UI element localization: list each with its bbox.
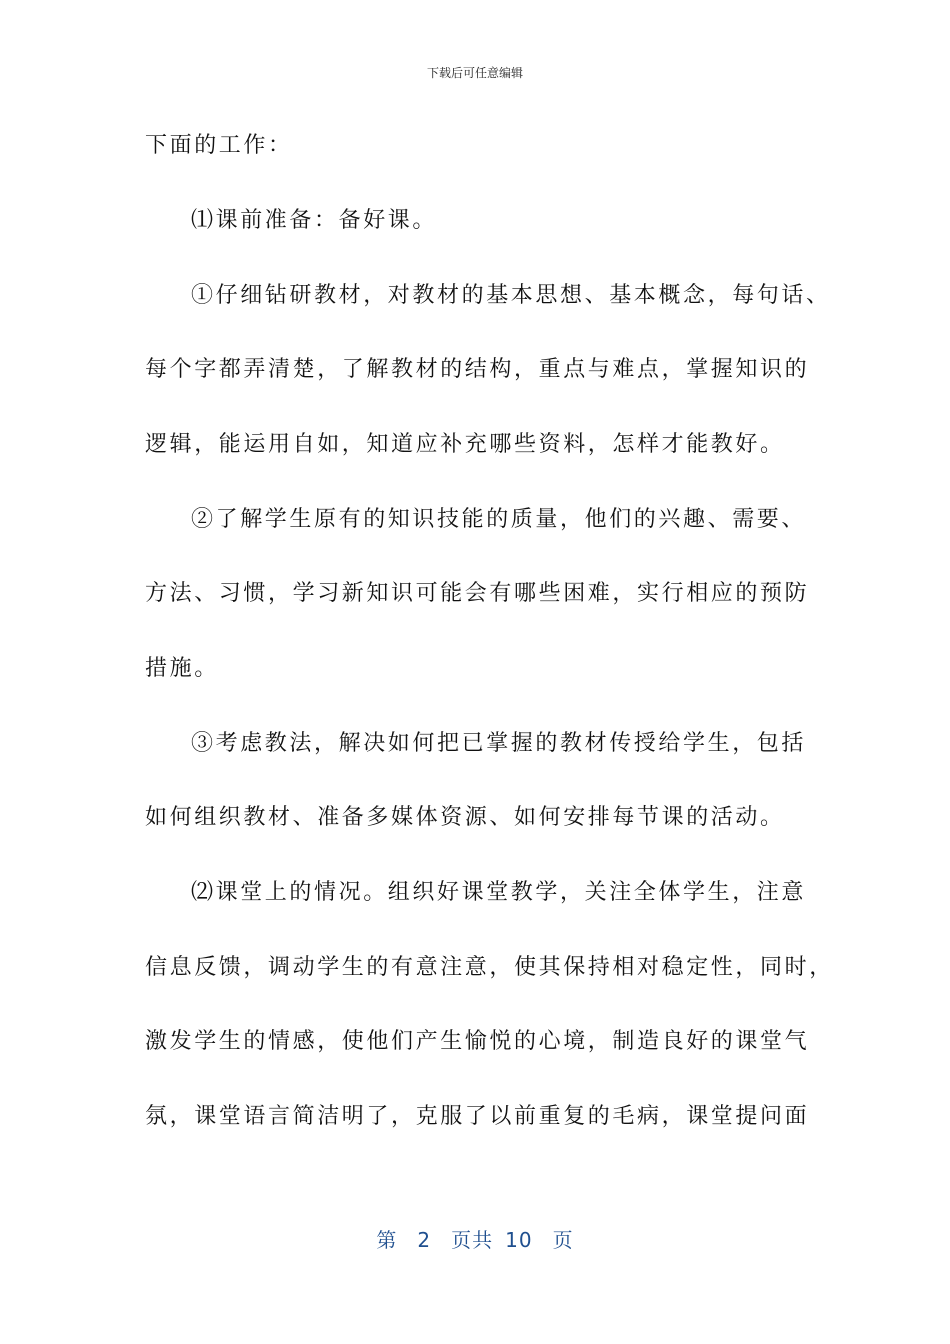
text-line: 措施。 <box>145 656 219 681</box>
footer-total-pages: 10 <box>505 1228 533 1252</box>
page-footer <box>0 1224 950 1253</box>
text-line: 氛，课堂语言简洁明了，克服了以前重复的毛病，课堂提问面 <box>145 1104 810 1129</box>
text-line: ⑵课堂上的情况。组织好课堂教学，关注全体学生，注意 <box>191 880 807 905</box>
text-line: 下面的工作： <box>145 133 293 158</box>
text-line: ②了解学生原有的知识技能的质量，他们的兴趣、需要、 <box>191 507 807 532</box>
text-line: 如何组织教材、准备多媒体资源、如何安排每节课的活动。 <box>145 805 785 830</box>
footer-middle: 页共 <box>451 1228 494 1252</box>
text-line: 每个字都弄清楚，了解教材的结构，重点与难点，掌握知识的 <box>145 357 810 382</box>
text-line: 信息反馈，调动学生的有意注意，使其保持相对稳定性，同时， <box>145 955 834 980</box>
footer-current-page: 2 <box>417 1228 432 1252</box>
page-header-note: 下载后可任意编辑 <box>426 66 523 80</box>
text-line: ⑴课前准备：备好课。 <box>191 208 438 233</box>
text-line: 逻辑，能运用自如，知道应补充哪些资料，怎样才能教好。 <box>145 432 785 457</box>
text-line: ③考虑教法，解决如何把已掌握的教材传授给学生，包括 <box>191 731 807 756</box>
footer-suffix: 页 <box>552 1228 574 1252</box>
text-line: ①仔细钻研教材，对教材的基本思想、基本概念，每句话、 <box>191 283 831 308</box>
text-line: 方法、习惯，学习新知识可能会有哪些困难，实行相应的预防 <box>145 581 810 606</box>
text-line: 激发学生的情感，使他们产生愉悦的心境，制造良好的课堂气 <box>145 1029 810 1054</box>
footer-prefix: 第 <box>376 1228 398 1252</box>
